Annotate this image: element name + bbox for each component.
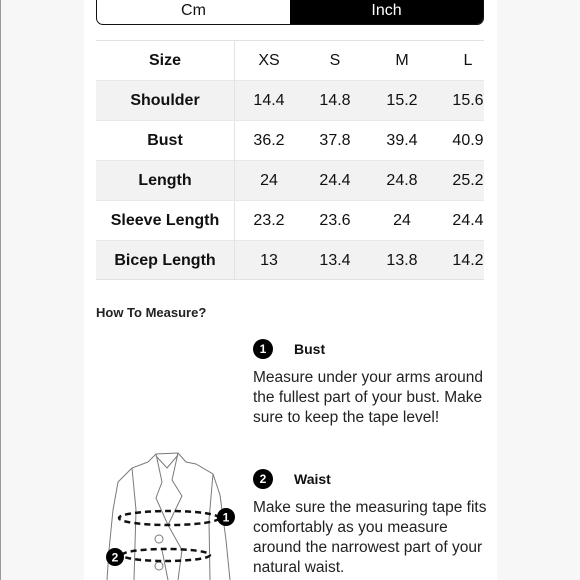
table-cell: 36.2: [253, 132, 285, 149]
size-header-cell: L: [463, 52, 473, 69]
step-title: Waist: [294, 471, 331, 487]
row-label: Length: [96, 161, 235, 200]
marker-1-icon: [217, 508, 235, 526]
row-label: Bust: [96, 121, 235, 160]
table-cell: 14.4: [253, 92, 285, 109]
step-description: Measure under your arms around the fullest part of your bust. Make sure to keep the tape level!: [253, 369, 484, 426]
step-bust-heading: [253, 339, 325, 359]
table-cell: 40.9: [452, 132, 484, 149]
table-cell: 13.8: [386, 252, 418, 269]
step-title: Bust: [294, 341, 326, 357]
size-header-cell: S: [329, 52, 341, 69]
table-cell: 25.2: [452, 172, 484, 189]
table-cell: 24: [260, 172, 278, 189]
blazer-illustration: [96, 440, 256, 580]
table-cell: 37.8: [319, 132, 351, 149]
table-row: [96, 161, 484, 201]
table-cell: 24: [393, 212, 411, 229]
table-cell: 13.4: [319, 252, 351, 269]
table-row: [96, 201, 484, 241]
table-cell: 15.6: [452, 92, 484, 109]
unit-option-inch[interactable]: Inch: [290, 0, 483, 24]
unit-toggle[interactable]: [96, 0, 484, 25]
marker-2-icon: [106, 548, 124, 566]
table-cell: 24.4: [452, 212, 484, 229]
step-description: Make sure the measuring tape fits comfortably as you measure around the narrowest part of your natural waist.: [253, 499, 487, 576]
table-cell: 13: [260, 252, 278, 269]
table-header-row: [96, 41, 484, 81]
table-cell: 23.2: [253, 212, 285, 229]
button-icon: [155, 562, 163, 570]
row-label: Shoulder: [96, 81, 235, 120]
size-header-label: Size: [96, 41, 235, 80]
marker-label: 2: [111, 550, 119, 565]
table-row: [96, 241, 484, 280]
size-header-cell: XS: [258, 52, 280, 69]
row-label: Bicep Length: [96, 241, 235, 280]
how-to-measure-title: How To Measure?: [96, 305, 207, 320]
button-icon: [155, 535, 163, 543]
step-number-badge: 2: [253, 469, 273, 489]
table-cell: 15.2: [386, 92, 418, 109]
size-header-cell: M: [395, 52, 409, 69]
table-cell: 23.6: [319, 212, 351, 229]
table-row: [96, 81, 484, 121]
table-cell: 14.8: [319, 92, 351, 109]
step-waist-heading: [253, 469, 331, 489]
table-cell: 39.4: [386, 132, 418, 149]
table-row: [96, 121, 484, 161]
unit-option-cm[interactable]: Cm: [181, 1, 206, 19]
marker-label: 1: [222, 510, 230, 525]
step-number-badge: 1: [253, 339, 273, 359]
page-edge: [0, 0, 1, 580]
row-label: Sleeve Length: [96, 201, 235, 240]
table-cell: 24.4: [319, 172, 351, 189]
table-cell: 24.8: [386, 172, 418, 189]
table-cell: 14.2: [452, 252, 484, 269]
size-chart-table: [96, 40, 484, 280]
